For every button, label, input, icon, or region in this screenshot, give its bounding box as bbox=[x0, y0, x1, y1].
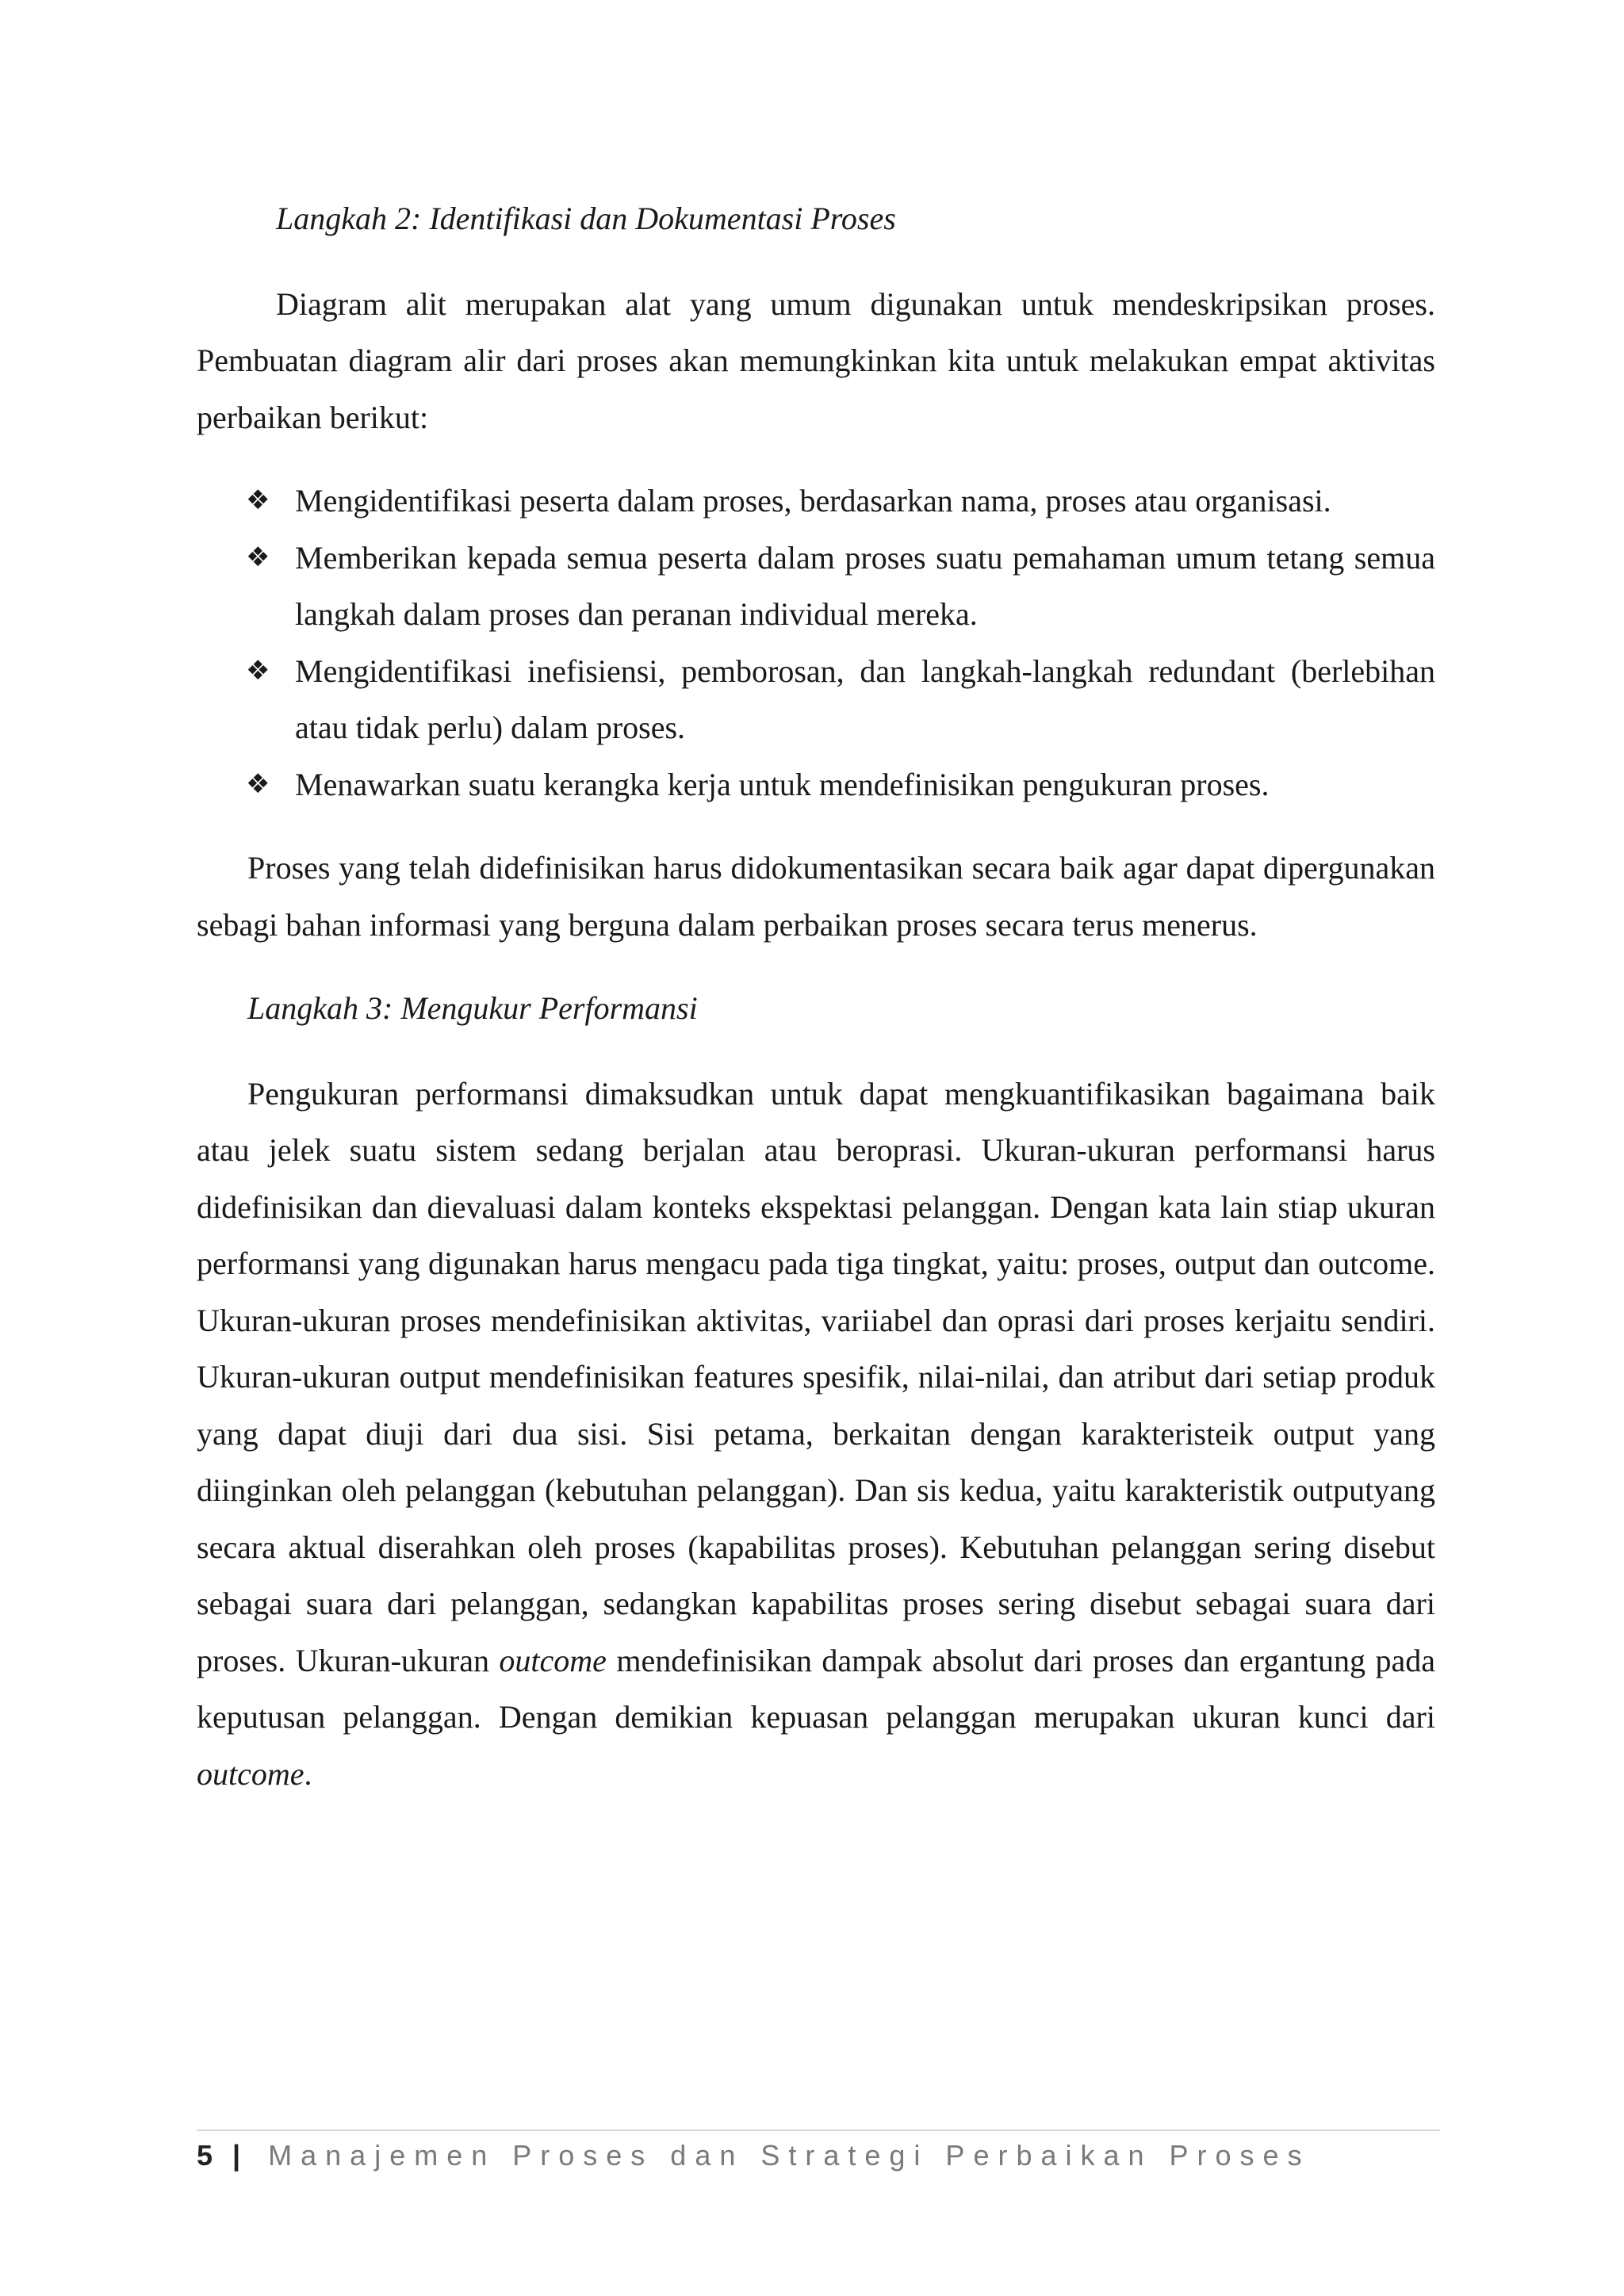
italic-term: outcome bbox=[197, 1755, 304, 1792]
page-number: 5 bbox=[197, 2139, 216, 2172]
section3-heading: Langkah 3: Mengukur Performansi bbox=[247, 990, 698, 1026]
list-item bbox=[197, 473, 1435, 530]
section2-intro-paragraph: Diagram alit merupakan alat yang umum digunakan untuk mendeskripsikan proses. Pembuatan diagram alir dari proses akan memungkinkan kita untuk melakukan empat aktivitas perbaikan berikut: bbox=[197, 285, 1435, 435]
section3-body-paragraph bbox=[197, 1066, 1435, 1803]
diamond-bullet-icon: ❖ bbox=[246, 654, 270, 687]
diamond-bullet-icon: ❖ bbox=[246, 541, 270, 573]
diamond-bullet-icon: ❖ bbox=[246, 767, 270, 800]
italic-term: outcome bbox=[499, 1642, 607, 1678]
body-text: Pengukuran performansi dimaksudkan untuk dapat mengkuantifikasikan bagaimana baik atau jelek suatu sistem sedang berjalan atau beroprasi. Ukuran-ukuran performansi harus didefinisikan dan dievaluasi dalam konteks ekspektasi pelanggan. Dengan kata lain stiap ukuran performansi yang digunakan harus mengacu pada tiga tingkat, yaitu: proses, output dan outcome. Ukuran-ukuran proses mendefinisikan aktivitas, variiabel dan oprasi dari proses kerjaitu sendiri. Ukuran-ukuran output mendefinisikan features spesifik, nilai-nilai, dan atribut dari setiap produk yang dapat diuji dari dua sisi. Sisi petama, berkaitan dengan karakteristeik output yang diinginkan oleh pelanggan (kebutuhan pelanggan). Dan sis kedua, yaitu karakteristik outputyang secara aktual diserahkan oleh proses (kapabilitas proses). Kebutuhan pelanggan sering disebut sebagai suara dari pelanggan, sedangkan kapabilitas proses sering disebut sebagai suara dari proses. Ukuran-ukuran bbox=[197, 1075, 1435, 1678]
footer-title: Manajemen Proses dan Strategi Perbaikan Proses bbox=[268, 2139, 1311, 2172]
improvement-activities-list bbox=[197, 473, 1435, 813]
list-item-text: Menawarkan suatu kerangka kerja untuk mendefinisikan pengukuran proses. bbox=[295, 766, 1270, 802]
section2-closing-paragraph: Proses yang telah didefinisikan harus didokumentasikan secara baik agar dapat dipergunakan sebagi bahan informasi yang berguna dalam perbaikan proses secara terus menerus. bbox=[197, 850, 1435, 943]
list-item-text: Memberikan kepada semua peserta dalam proses suatu pemahaman umum tetang semua langkah dalam proses dan peranan individual mereka. bbox=[295, 539, 1435, 632]
list-item-text: Mengidentifikasi inefisiensi, pemborosan, dan langkah-langkah redundant (berlebihan atau tidak perlu) dalam proses. bbox=[295, 652, 1435, 745]
list-item bbox=[197, 643, 1435, 756]
list-item bbox=[197, 756, 1435, 813]
footer-separator: | bbox=[232, 2139, 252, 2172]
section2-heading: Langkah 2: Identifikasi dan Dokumentasi Proses bbox=[276, 201, 896, 236]
body-text: mendefinisikan dampak absolut dari proses dan ergantung pada keputusan pelanggan. Dengan demikian kepuasan pelanggan merupakan ukuran kunci dari bbox=[197, 1642, 1435, 1735]
page-content bbox=[197, 190, 1435, 1829]
list-item bbox=[197, 530, 1435, 643]
body-text: . bbox=[304, 1755, 312, 1792]
page-footer bbox=[197, 2130, 1440, 2172]
list-item-text: Mengidentifikasi peserta dalam proses, berdasarkan nama, proses atau organisasi. bbox=[295, 483, 1331, 519]
diamond-bullet-icon: ❖ bbox=[246, 484, 270, 516]
